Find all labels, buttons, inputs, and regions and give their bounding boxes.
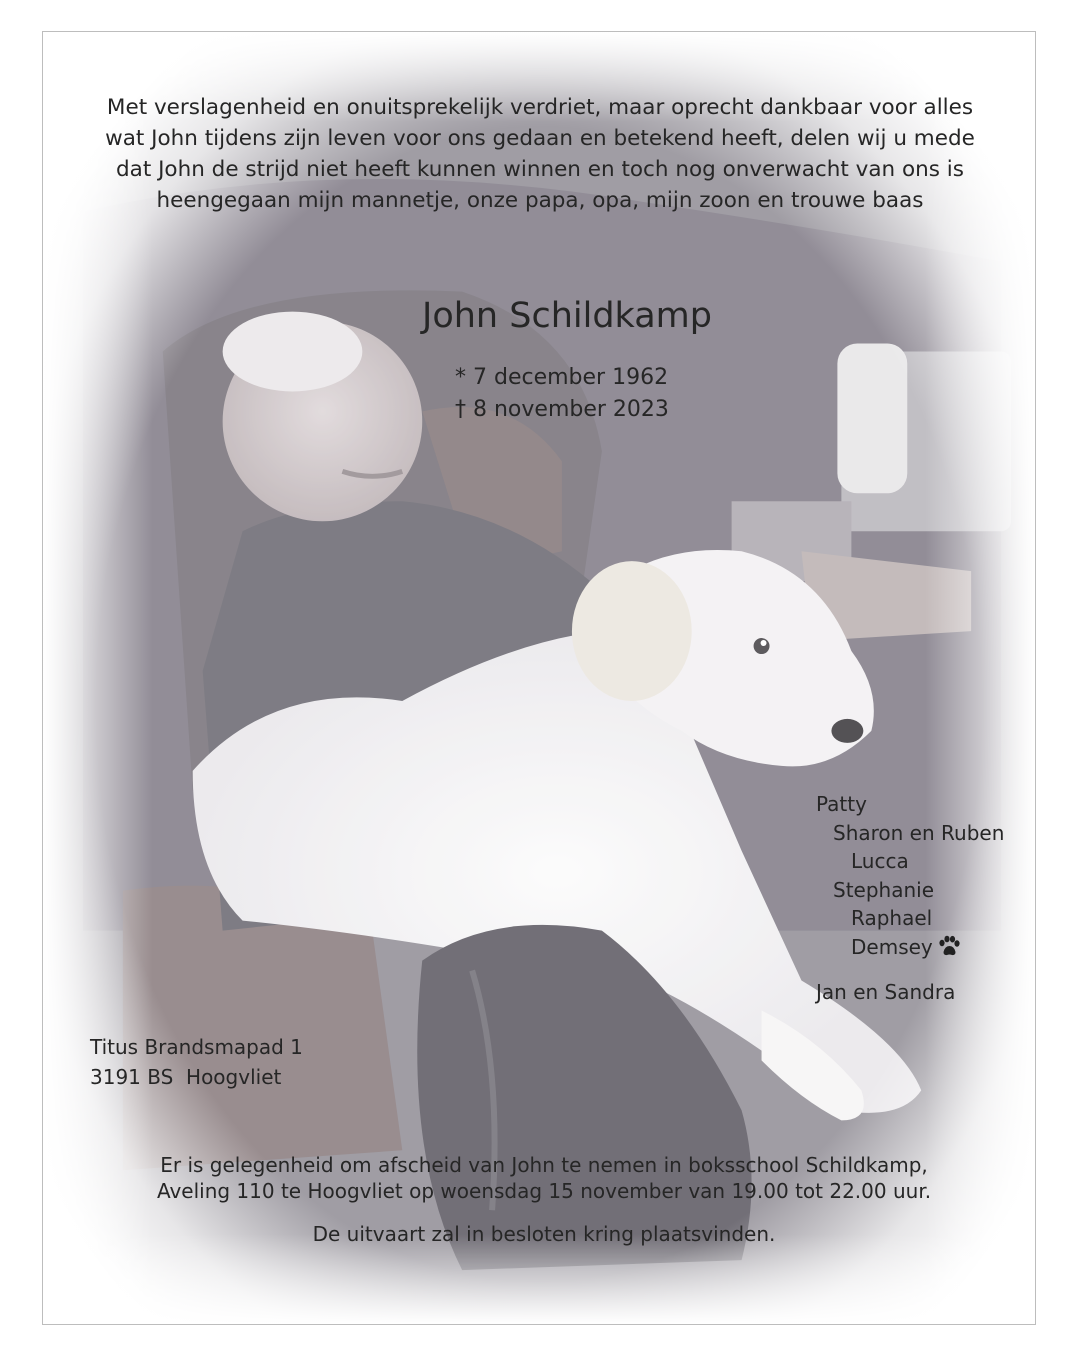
intro-line: dat John de strijd niet heeft kunnen winnen en toch nog onverwacht van ons is (116, 157, 964, 182)
intro-text (80, 92, 1000, 216)
home-address (90, 1032, 303, 1092)
family-list (816, 790, 1004, 1007)
family-member: Jan en Sandra (816, 980, 956, 1004)
birth-date: * 7 december 1962 (455, 365, 669, 390)
address-city: 3191 BS Hoogvliet (90, 1065, 282, 1089)
family-member-with-pet (816, 933, 1004, 965)
intro-line: Met verslagenheid en onuitsprekelijk verdriet, maar oprecht dankbaar voor alles (106, 95, 974, 120)
visitation-line: Aveling 110 te Hoogvliet op woensdag 15 november van 19.00 tot 22.00 uur. (156, 1179, 932, 1203)
intro-line: wat John tijdens zijn leven voor ons gedaan en betekend heeft, delen wij u mede (105, 126, 975, 151)
death-date: † 8 november 2023 (455, 397, 669, 422)
paw-print-icon (937, 935, 961, 965)
funeral-note: De uitvaart zal in besloten kring plaatsvinden. (312, 1222, 776, 1246)
address-street: Titus Brandsmapad 1 (90, 1035, 303, 1059)
visitation-line: Er is gelegenheid om afscheid van John te nemen in boksschool Schildkamp, (160, 1153, 928, 1177)
family-member: Raphael (851, 906, 933, 930)
deceased-name: John Schildkamp (422, 296, 712, 336)
family-member: Demsey (851, 934, 933, 959)
visitation-info (0, 1152, 1080, 1204)
family-member: Stephanie (833, 877, 935, 902)
intro-line: heengegaan mijn mannetje, onze papa, opa, mijn zoon en trouwe baas (156, 188, 924, 213)
family-member: Sharon en Ruben (833, 820, 1005, 845)
family-member: Lucca (851, 849, 909, 873)
family-member: Patty (816, 792, 867, 816)
life-dates (455, 362, 669, 426)
